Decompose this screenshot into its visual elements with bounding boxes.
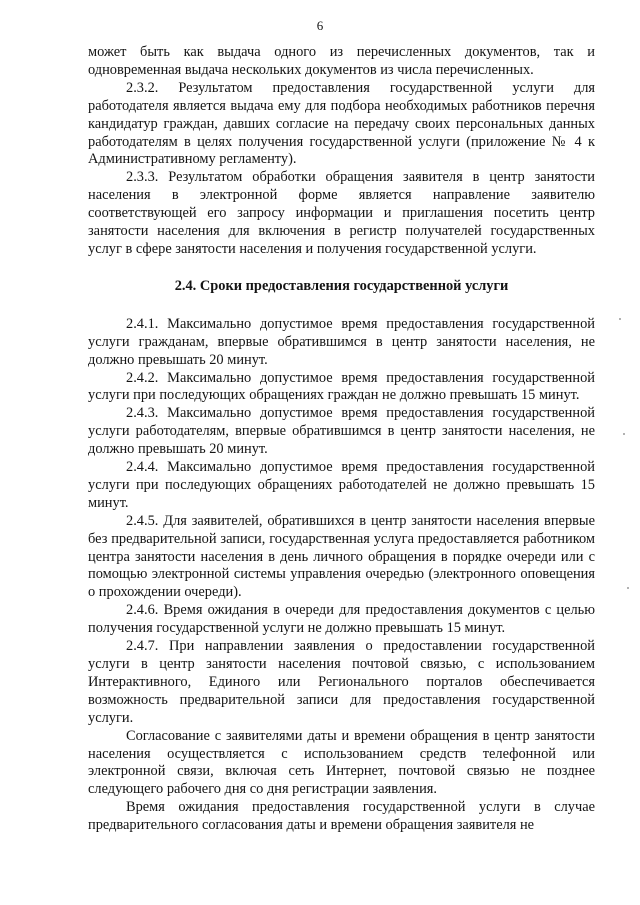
paragraph-2-4-7: 2.4.7. При направлении заявления о предоставлении государственной услуги в центр занятости населения почтовой связью, с использованием Интерактивного, Единого или Регионального порталов обеспечивается возможность предварительной записи для предоставления государственной услуги. <box>88 638 595 726</box>
paragraph: может быть как выдача одного из перечисленных документов, так и одновременная выдача нескольких документов из числа перечисленных. <box>88 44 595 78</box>
page-number: 6 <box>316 18 324 33</box>
paragraph-2-4-2: 2.4.2. Максимально допустимое время предоставления государственной услуги при последующих обращениях граждан не должно превышать 15 минут. <box>88 369 595 404</box>
paragraph-2-4-3: 2.4.3. Максимально допустимое время предоставления государственной услуги работодателям, впервые обратившимся в центр занятости населения, не должно превышать 20 минут. <box>88 405 595 458</box>
paragraph-2-3-3: 2.3.3. Результатом обработки обращения заявителя в центр занятости населения в электронной форме является направление заявителю соответствующей его запросу информации и приглашения посетить центр занятости населения для включения в регистр получателей государственных услуг в сфере занятости населения и получения государственной услуги. <box>88 169 595 257</box>
paragraph-agreement: Согласование с заявителями даты и времени обращения в центр занятости населения осуществляется с использованием средств телефонной или электронной связи, включая сеть Интернет, почтовой связью не позднее следующего рабочего дня со дня регистрации заявления. <box>88 727 595 798</box>
document-body <box>88 44 595 835</box>
paragraph-2-3-2: 2.3.2. Результатом предоставления государственной услуги для работодателя является выдача ему для подбора необходимых работников перечня кандидатур граждан, давших согласие на передачу своих персональных данных работодателям в целях получения государственной услуги (приложение № 4 к Административному регламенту). <box>88 79 595 168</box>
scan-speck <box>619 318 621 320</box>
paragraph-waiting-time: Время ожидания предоставления государственной услуги в случае предварительного согласования даты и времени обращения заявителя не <box>88 799 595 834</box>
paragraph-2-4-1: 2.4.1. Максимально допустимое время предоставления государственной услуги гражданам, впервые обратившимся в центр занятости населения, не должно превышать 20 минут. <box>88 315 595 368</box>
paragraph-2-4-5: 2.4.5. Для заявителей, обратившихся в центр занятости населения впервые без предварительной записи, государственная услуга предоставляется работником центра занятости населения в день личного обращения в порядке очереди или с помощью электронной системы управления очередью (электронного оповещения о прохождении очереди). <box>88 512 595 601</box>
section-heading: 2.4. Сроки предоставления государственной услуги <box>174 277 509 294</box>
scan-speck <box>623 433 625 435</box>
paragraph-2-4-4: 2.4.4. Максимально допустимое время предоставления государственной услуги при последующих обращениях работодателей не должно превышать 15 минут. <box>88 459 595 511</box>
scan-speck <box>627 587 629 589</box>
paragraph-2-4-6: 2.4.6. Время ожидания в очереди для предоставления документов с целью получения государственной услуги не должно превышать 15 минут. <box>88 602 595 637</box>
